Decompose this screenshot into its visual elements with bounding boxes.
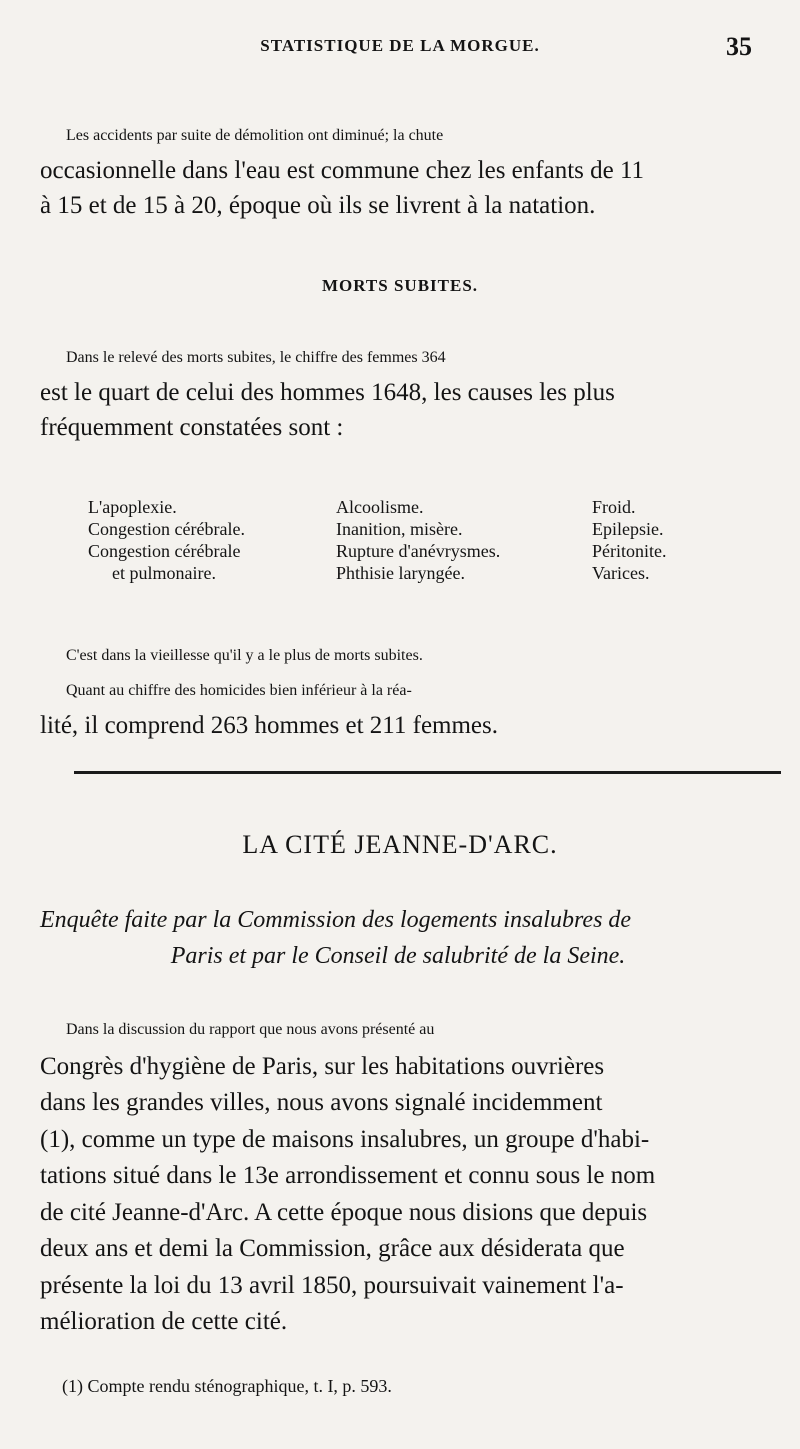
- cause-item: Congestion cérébrale.: [88, 519, 245, 539]
- text-line: présente la loi du 13 avril 1850, poursuivait vainement l'a-: [40, 1271, 624, 1299]
- cause-item: L'apoplexie.: [88, 497, 177, 517]
- paragraph-vieillesse: [40, 638, 756, 743]
- text-line: Les accidents par suite de démolition ont diminué; la chute: [66, 127, 444, 144]
- text-line: lité, il comprend 263 hommes et 211 femmes.: [40, 712, 499, 739]
- cause-item: Inanition, misère.: [336, 519, 463, 539]
- paragraph-accidents: [40, 118, 756, 223]
- text-line: tations situé dans le 13e arrondissement et connu sous le nom: [40, 1162, 656, 1189]
- text-line: dans les grandes villes, nous avons signalé incidemment: [40, 1089, 603, 1116]
- text-line: de cité Jeanne-d'Arc. A cette époque nous disions que depuis: [40, 1198, 648, 1226]
- cause-item: Congestion cérébrale: [88, 541, 241, 561]
- page-number: 35: [726, 32, 752, 61]
- text-line: Dans le relevé des morts subites, le chiffre des femmes 364: [66, 349, 446, 366]
- page-header: [0, 32, 800, 76]
- article-subtitle: [40, 902, 756, 974]
- subtitle-line: Paris et par le Conseil de salubrité de la Seine.: [170, 943, 626, 969]
- footnote: (1) Compte rendu sténographique, t. I, p. 593.: [62, 1376, 392, 1396]
- text-line: Dans la discussion du rapport que nous avons présenté au: [66, 1021, 435, 1038]
- cause-item: Alcoolisme.: [336, 497, 424, 517]
- cause-item: Péritonite.: [592, 541, 667, 561]
- cause-item: et pulmonaire.: [112, 563, 216, 583]
- text-line: fréquemment constatées sont :: [40, 414, 344, 441]
- text-line: (1), comme un type de maisons insalubres, un groupe d'habi-: [40, 1125, 650, 1153]
- causes-column-3: [592, 496, 667, 584]
- running-head: STATISTIQUE DE LA MORGUE.: [260, 36, 540, 55]
- text-line: deux ans et demi la Commission, grâce aux désiderata que: [40, 1235, 625, 1262]
- article-body: [40, 1012, 756, 1341]
- text-line: est le quart de celui des hommes 1648, les causes les plus: [40, 379, 615, 406]
- section-divider: [74, 771, 781, 774]
- text-line: Congrès d'hygiène de Paris, sur les habitations ouvrières: [40, 1052, 605, 1080]
- subtitle-line: Enquête faite par la Commission des logements insalubres de: [40, 907, 632, 933]
- article-title: LA CITÉ JEANNE-D'ARC.: [242, 830, 558, 859]
- cause-item: Froid.: [592, 497, 636, 517]
- cause-item: Varices.: [592, 563, 650, 583]
- causes-column-2: [336, 496, 500, 584]
- causes-column-1: [88, 496, 245, 584]
- paragraph-morts-subites: [40, 340, 756, 445]
- cause-item: Epilepsie.: [592, 519, 664, 539]
- text-line: à 15 et de 15 à 20, époque où ils se livrent à la natation.: [40, 192, 596, 219]
- text-line: mélioration de cette cité.: [40, 1308, 288, 1335]
- text-line: Quant au chiffre des homicides bien inférieur à la réa-: [66, 682, 412, 699]
- text-line: occasionnelle dans l'eau est commune chez les enfants de 11: [40, 157, 645, 184]
- text-line: C'est dans la vieillesse qu'il y a le plus de morts subites.: [66, 647, 423, 664]
- cause-item: Rupture d'anévrysmes.: [336, 541, 501, 561]
- cause-item: Phthisie laryngée.: [336, 563, 465, 583]
- section-heading: MORTS SUBITES.: [321, 276, 479, 295]
